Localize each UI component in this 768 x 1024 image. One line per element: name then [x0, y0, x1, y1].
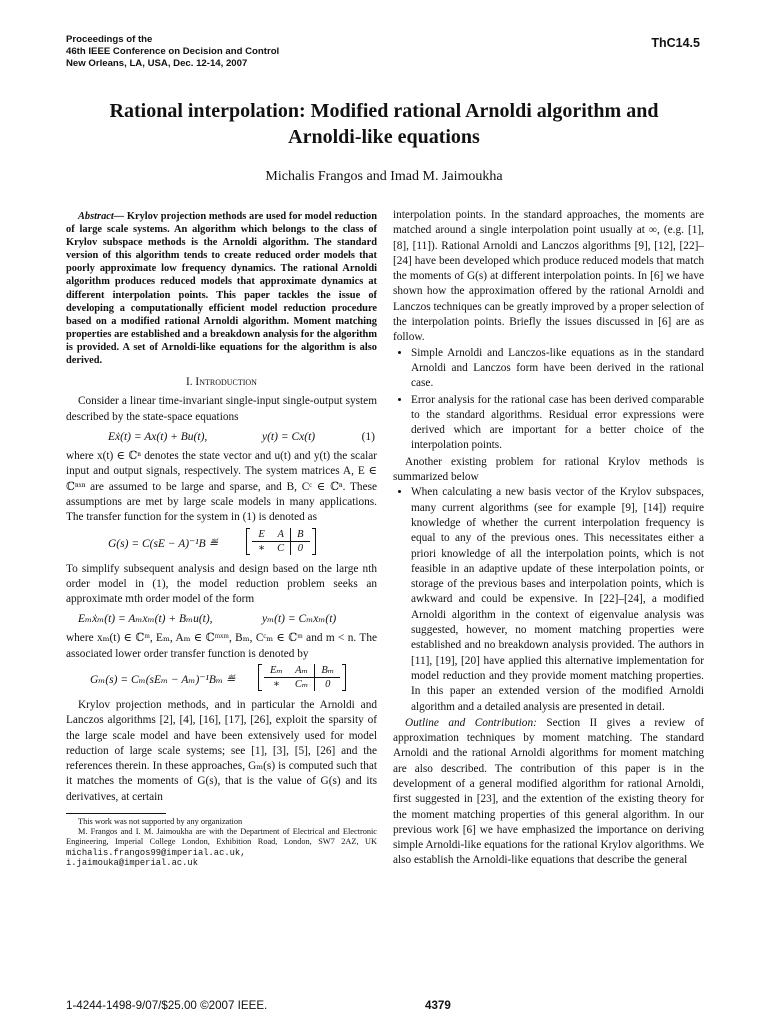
right-column: [393, 208, 704, 869]
session-code: ThC14.5: [651, 36, 700, 50]
paragraph: Consider a linear time-invariant single-input single-output system described by the state-space equations: [66, 395, 377, 423]
header-line: 46th IEEE Conference on Decision and Control: [66, 46, 280, 57]
paper-title: [60, 98, 708, 150]
section-heading: I. Introduction: [186, 376, 257, 389]
equation-part: Eẋ(t) = Ax(t) + Bu(t),: [108, 431, 208, 444]
paragraph-text: Section II gives a review of approximation techniques by moment matching. The standard Arnoldi and the rational Arnoldi algorithms for moment matching are also described. The contribution of this paper is in the development of a general modified algorithm for rational Arnoldi, first suggested in [23], and the extention of the existing theory for the moment matching properties of this general algorithm. In our previous work [6] we have emphasized the importance on deriving simple Arnoldi-like equations for the rational Krylov algorithms. We also establish the Arnoldi-like equations that describe the general: [393, 716, 704, 867]
equation-number: (1): [361, 431, 375, 444]
title-line: Arnoldi-like equations: [288, 126, 480, 148]
abstract: [66, 210, 377, 367]
footnote-text: M. Frangos and I. M. Jaimoukha are with the Department of Electrical and Electronic Engineering, Imperial College London, Exhibition Road, London, SW7 2AZ, UK: [66, 827, 377, 847]
matrix-cell: C: [277, 542, 285, 554]
matrix-cell: Cₘ: [294, 678, 309, 690]
matrix-cell: ∗: [258, 542, 266, 554]
email-link[interactable]: i.jaimouka@imperial.ac.uk: [66, 857, 198, 868]
matrix-cell: B: [291, 528, 310, 542]
footnote: This work was not supported by any organization: [78, 817, 243, 827]
equation-3: [66, 607, 377, 631]
equation-part: G(s) = C(sE − A)⁻¹B ≝: [108, 537, 219, 550]
list-item: • When calculating a new basis vector of the Krylov subspaces, many current algorithms (see for example [9], [14]) require knowledge of whether the current interpolation frequency is equal to any of the previous ones. This necessitates either a priori knowledge of all the interpolation points, which is not feasible in an adaptive update of these interpolation points, or storage of the previous bases and interpolation points, which is awkward and could be expensive. In [22]–[24], a modified Arnoldi algorithm in the context of eigenvalue analysis was suggested, however, no moment matching properties were established and no breakdown analysis provided. The authors in [11], [19], [20] have applied this alternative implementation for model reduction and they provide moment matching properties. In this paper an extended version of the modified Arnoldi algorithm and a detailed analysis are presented in detail.: [411, 485, 704, 714]
conference-header: [66, 34, 279, 70]
paragraph: To simplify subsequent analysis and design based on the large nth order model in (1), the model reduction problem seeks an approximate mth order model of the form: [66, 562, 377, 606]
paragraph: interpolation points. In the standard approaches, the moments are matched around a single interpolation point usually at ∞, (e.g. [1], [8], [11]). Rational Arnoldi and Lanczos algorithms [9], [12], [22]–[24] have been developed which produce reduced models that match the moments of G(s) at different interpolation points. In [6] we have shown how the approximation offered by the rational Arnoldi and Lanczos techniques can be greatly improved by a proper selection of the interpolation points. Briefly the issues discussed in [6] are as follow.: [393, 209, 704, 344]
authors: Michalis Frangos and Imad M. Jaimoukha: [265, 169, 503, 184]
matrix-cell: Bₘ: [315, 664, 340, 678]
matrix-cell: A: [271, 528, 291, 542]
equation-2: [66, 526, 377, 562]
paragraph: where xₘ(t) ∈ ℂᵐ, Eₘ, Aₘ ∈ ℂᵐˣᵐ, Bₘ, Cᶜₘ ∈ ℂᵐ and m < n. The associated lower order transfer function is denoted by: [66, 632, 377, 660]
matrix-cell: E: [252, 528, 271, 542]
list-item: • Error analysis for the rational case has been derived comparable to the standard algorithms. Residual error expressions were derived which are important for a better choice of the interpolation points.: [411, 393, 704, 454]
paragraph: where x(t) ∈ ℂⁿ denotes the state vector and u(t) and y(t) the scalar input and output signals, respectively. The system matrices A, E ∈ ℂⁿˣⁿ are assumed to be large and sparse, and B, Cᶜ ∈ ℂⁿ. These assumptions are met by large scale models in many applications. The transfer function for the system in (1) is denoted as: [66, 450, 377, 524]
matrix-cell: ∗: [272, 678, 280, 690]
abstract-text: Krylov projection methods are used for model reduction of large scale systems. An algorithm which belongs to the class of Krylov subspace methods is the Arnoldi algorithm. The standard version of this algorithm tends to create reduced order models that poorly approximate low frequency dynamics. The rational Arnoldi algorithm produces reduced models that approximate dynamics at different interpolation points. This paper tackles the issue of developing a computationally efficient model reduction procedure based on a modified rational Arnoldi algorithm. Moment matching properties are established and a breakdown analysis for the algorithm is provided. A set of Arnoldi-like equations for the algorithm is also derived.: [66, 211, 377, 367]
equation-part: yₘ(t) = Cₘxₘ(t): [262, 613, 337, 626]
equation-part: y(t) = Cx(t): [262, 431, 316, 444]
list-item: • Simple Arnoldi and Lanczos-like equations as in the standard Arnoldi and Lanczos form have been derived in the rational case.: [411, 346, 704, 392]
reduced-system-matrix: [258, 664, 346, 691]
footnote-divider: [66, 813, 166, 814]
equation-1: [66, 425, 377, 449]
page-number: 4379: [425, 999, 451, 1012]
header-line: New Orleans, LA, USA, Dec. 12-14, 2007: [66, 58, 248, 69]
equation-4: [66, 662, 377, 698]
paragraph: [393, 716, 704, 869]
abstract-label: Abstract—: [78, 211, 125, 222]
left-column: [66, 210, 377, 868]
email-link[interactable]: michalis.frangos99@imperial.ac.uk,: [66, 847, 246, 858]
matrix-cell: 0: [315, 677, 340, 691]
equation-part: Eₘẋₘ(t) = Aₘxₘ(t) + Bₘu(t),: [78, 613, 213, 626]
title-line: Rational interpolation: Modified rational Arnoldi algorithm and: [109, 100, 659, 122]
system-matrix: [246, 528, 316, 555]
equation-part: Gₘ(s) = Cₘ(sEₘ − Aₘ)⁻¹Bₘ ≝: [90, 673, 236, 686]
footnote: [66, 827, 377, 868]
paragraph: Krylov projection methods, and in particular the Arnoldi and Lanczos algorithms [2], [4], [16], [17], [26], exploit the sparsity of the large scale model and have been extensively used for model reduction of large scale systems; see [1], [3], [5], [26] and the references therein. In these approaches, Gₘ(s) is computed such that it matches the moments of G(s), that is the value of G(s) and its derivatives, at certain: [66, 698, 377, 803]
matrix-cell: Eₘ: [264, 664, 289, 678]
bullet-list: [393, 346, 704, 454]
paragraph-label: Outline and Contribution:: [405, 716, 537, 729]
matrix-cell: Aₘ: [289, 664, 315, 678]
copyright: 1-4244-1498-9/07/$25.00 ©2007 IEEE.: [66, 999, 268, 1012]
header-line: Proceedings of the: [66, 34, 153, 45]
paragraph: Another existing problem for rational Krylov methods is summarized below: [393, 455, 704, 484]
matrix-cell: 0: [291, 541, 310, 555]
bullet-list: [393, 485, 704, 714]
